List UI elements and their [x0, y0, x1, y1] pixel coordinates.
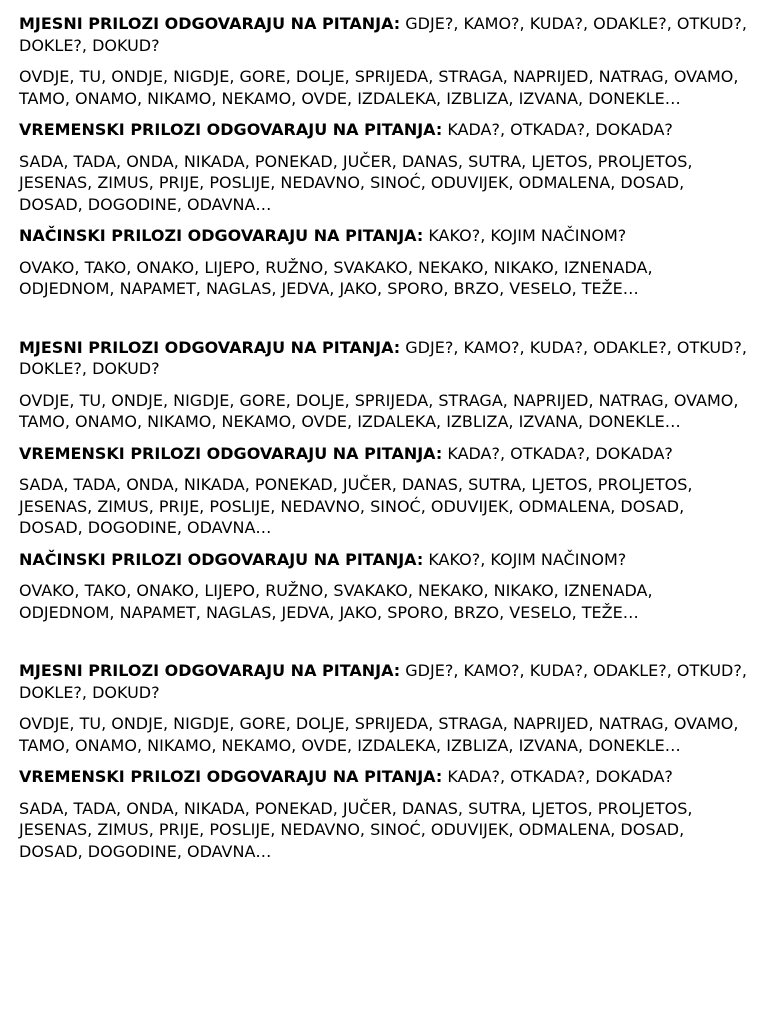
adverb-list: SADA, TADA, ONDA, NIKADA, PONEKAD, JUČER, DANAS, SUTRA, LJETOS, PROLJETOS, JESENAS, ZIMUS, PRIJE, POSLIJE, NEDAVNO, SINOĆ, ODUVIJEK, ODMALENA, DOSAD, DOSAD, DOGODINE, ODAVNA… [19, 798, 693, 861]
adverb-list: OVAKO, TAKO, ONAKO, LIJEPO, RUŽNO, SVAKAKO, NEKAKO, NIKAKO, IZNENADA, ODJEDNOM, NAPAMET, NAGLAS, JEDVA, JAKO, SPORO, BRZO, VESELO, TEŽE… [19, 581, 653, 622]
adverb-list: OVAKO, TAKO, ONAKO, LIJEPO, RUŽNO, SVAKAKO, NEKAKO, NIKAKO, IZNENADA, ODJEDNOM, NAPAMET, NAGLAS, JEDVA, JAKO, SPORO, BRZO, VESELO, TEŽE… [19, 257, 653, 298]
adverbs-block [19, 13, 747, 300]
section-title: VREMENSKI PRILOZI ODGOVARAJU NA PITANJA: [19, 443, 443, 463]
section-title: MJESNI PRILOZI ODGOVARAJU NA PITANJA: [19, 337, 401, 357]
section-heading [19, 549, 747, 571]
section-title: NAČINSKI PRILOZI ODGOVARAJU NA PITANJA: [19, 226, 424, 245]
section-title: MJESNI PRILOZI ODGOVARAJU NA PITANJA: [19, 661, 401, 680]
section-questions: KADA?, OTKADA?, DOKADA? [447, 767, 673, 786]
adverb-list: SADA, TADA, ONDA, NIKADA, PONEKAD, JUČER, DANAS, SUTRA, LJETOS, PROLJETOS, JESENAS, ZIMUS, PRIJE, POSLIJE, NEDAVNO, SINOĆ, ODUVIJEK, ODMALENA, DOSAD, DOSAD, DOGODINE, ODAVNA… [19, 151, 693, 214]
adverbs-block [19, 660, 747, 862]
section-title: NAČINSKI PRILOZI ODGOVARAJU NA PITANJA: [19, 549, 424, 569]
section-heading [19, 443, 747, 465]
section-heading [19, 660, 747, 703]
section-title: VREMENSKI PRILOZI ODGOVARAJU NA PITANJA: [19, 120, 443, 139]
section-questions: GDJE?, KAMO?, KUDA?, ODAKLE?, OTKUD?, DOKLE?, DOKUD? [19, 661, 747, 702]
section-questions: KADA?, OTKADA?, DOKADA? [447, 120, 673, 139]
section-title: VREMENSKI PRILOZI ODGOVARAJU NA PITANJA: [19, 767, 443, 786]
section-heading [19, 225, 747, 247]
adverb-list: OVDJE, TU, ONDJE, NIGDJE, GORE, DOLJE, SPRIJEDA, STRAGA, NAPRIJED, NATRAG, OVAMO, TAMO, ONAMO, NIKAMO, NEKAMO, OVDE, IZDALEKA, IZBLIZA, IZVANA, DONEKLE… [19, 714, 739, 755]
adverb-list: SADA, TADA, ONDA, NIKADA, PONEKAD, JUČER, DANAS, SUTRA, LJETOS, PROLJETOS, JESENAS, ZIMUS, PRIJE, POSLIJE, NEDAVNO, SINOĆ, ODUVIJEK, ODMALENA, DOSAD, DOSAD, DOGODINE, ODAVNA… [19, 475, 693, 537]
section-questions: GDJE?, KAMO?, KUDA?, ODAKLE?, OTKUD?, DOKLE?, DOKUD? [19, 337, 747, 378]
section-questions: KADA?, OTKADA?, DOKADA? [447, 443, 673, 463]
adverb-list: OVDJE, TU, ONDJE, NIGDJE, GORE, DOLJE, SPRIJEDA, STRAGA, NAPRIJED, NATRAG, OVAMO, TAMO, ONAMO, NIKAMO, NEKAMO, OVDE, IZDALEKA, IZBLIZA, IZVANA, DONEKLE… [19, 390, 739, 431]
section-heading [19, 119, 747, 141]
section-title: MJESNI PRILOZI ODGOVARAJU NA PITANJA: [19, 14, 401, 33]
section-questions: KAKO?, KOJIM NAČINOM? [428, 226, 627, 245]
section-questions: GDJE?, KAMO?, KUDA?, ODAKLE?, OTKUD?, DOKLE?, DOKUD? [19, 14, 747, 55]
adverbs-block [19, 337, 747, 624]
section-heading [19, 13, 747, 56]
section-heading [19, 766, 747, 788]
adverb-list: OVDJE, TU, ONDJE, NIGDJE, GORE, DOLJE, SPRIJEDA, STRAGA, NAPRIJED, NATRAG, OVAMO, TAMO, ONAMO, NIKAMO, NEKAMO, OVDE, IZDALEKA, IZBLIZA, IZVANA, DONEKLE… [19, 67, 739, 108]
section-heading [19, 337, 747, 380]
section-questions: KAKO?, KOJIM NAČINOM? [428, 549, 627, 569]
